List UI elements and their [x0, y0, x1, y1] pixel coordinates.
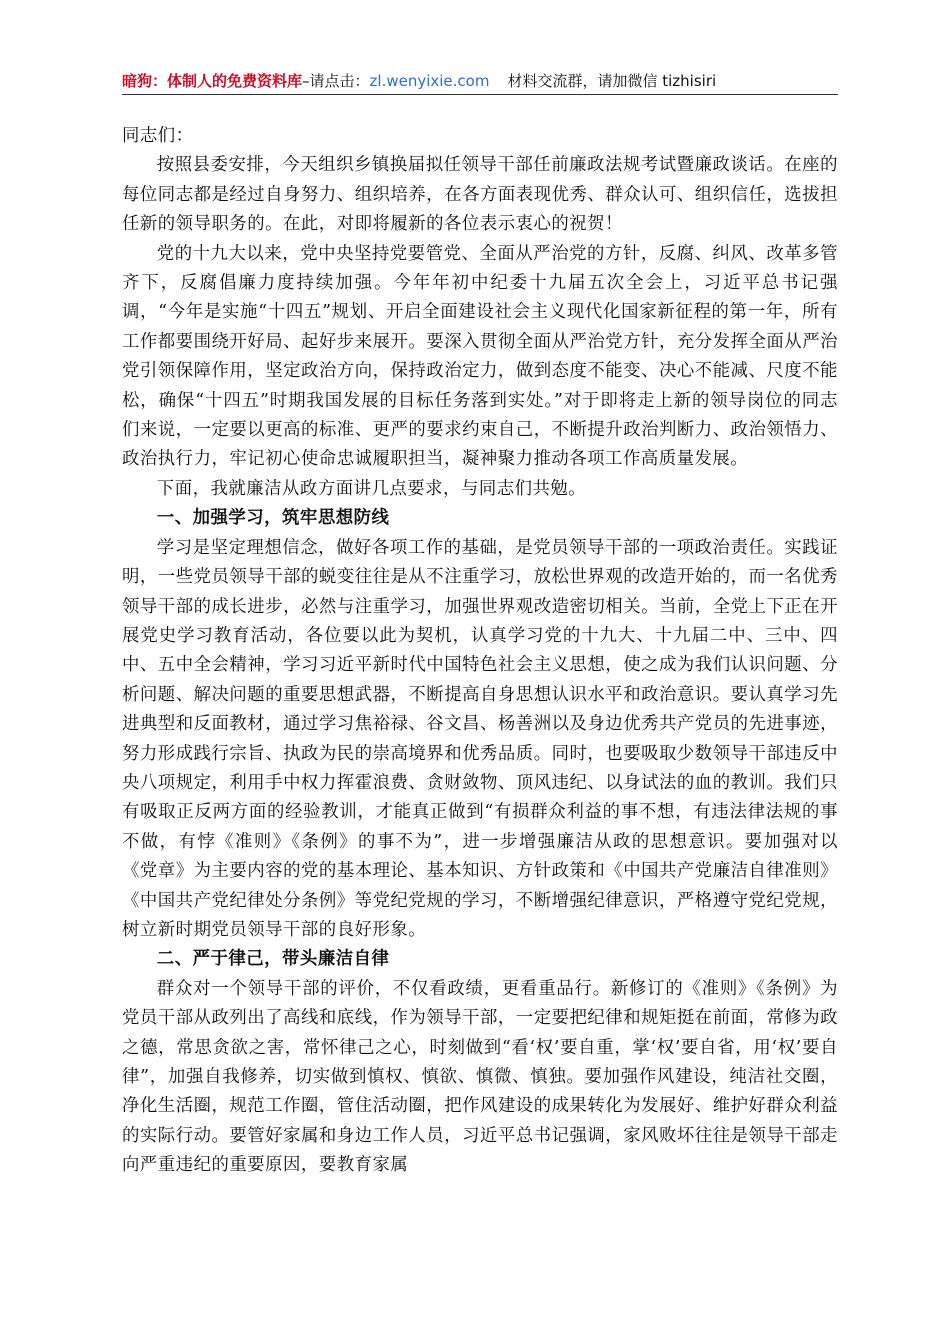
salutation: 同志们：	[122, 126, 194, 146]
header-url-link[interactable]: zl.wenyixie.com	[369, 72, 490, 90]
paragraph-2: 党的十九大以来，党中央坚持党要管党、全面从严治党的方针，反腐、纠风、改革多管齐下，反腐倡廉力度持续加强。今年年初中纪委十九届五次全会上，习近平总书记强调，“今年是实施“十四五”规划、开启全面建设社会主义现代化国家新征程的第一年，所有工作都要围绕开好局、起好步来展开。要深入贯彻全面从严治党方针，充分发挥全面从严治党引领保障作用，坚定政治方向，保持政治定力，做到态度不能变、决心不能减、尺度不能松，确保“十四五”时期我国发展的目标任务落到实处。”对于即将走上新的领导岗位的同志们来说，一定要以更高的标准、更严的要求约束自己，不断提升政治判断力、政治领悟力、政治执行力，牢记初心使命忠诚履职担当，凝神聚力推动各项工作高质量发展。	[122, 243, 838, 470]
document-body	[122, 122, 838, 1181]
header-wechat: 材料交流群，请加微信 tizhisiri	[507, 72, 717, 90]
paragraph-3: 下面，我就廉洁从政方面讲几点要求，与同志们共勉。	[156, 478, 587, 499]
section-heading-2: 二、严于律己，带头廉洁自律	[156, 949, 390, 970]
paragraph-4: 学习是坚定理想信念，做好各项工作的基础，是党员领导干部的一项政治责任。实践证明，一些党员领导干部的蜕变往往是从不注重学习，放松世界观的改造开始的，而一名优秀领导干部的成长进步，必然与注重学习，加强世界观改造密切相关。当前，全党上下正在开展党史学习教育活动，各位要以此为契机，认真学习党的十九大、十九届二中、三中、四中、五中全会精神，学习习近平新时代中国特色社会主义思想，使之成为我们认识问题、分析问题、解决问题的重要思想武器，不断提高自身思想认识水平和政治意识。要认真学习先进典型和反面教材，通过学习焦裕禄、谷文昌、杨善洲以及身边优秀共产党员的先进事迹，努力形成践行宗旨、执政为民的崇高境界和优秀品质。同时，也要吸取少数领导干部违反中央八项规定，利用手中权力挥霍浪费、贪财敛物、顶风违纪、以身试法的血的教训。我们只有吸取正反两方面的经验教训，才能真正做到“有损群众利益的事不想，有违法律法规的事不做，有悖《准则》《条例》的事不为”，进一步增强廉洁从政的思想意识。要加强对以《党章》为主要内容的党的基本理论、基本知识、方针政策和《中国共产党廉洁自律准则》《中国共产党纪律处分条例》等党纪党规的学习，不断增强纪律意识，严格遵守党纪党规，树立新时期党员领导干部的良好形象。	[122, 537, 838, 940]
paragraph-1: 按照县委安排，今天组织乡镇换届拟任领导干部任前廉政法规考试暨廉政谈话。在座的每位同志都是经过自身努力、组织培养，在各方面表现优秀、群众认可、组织信任，选拔担任新的领导职务的。在此，对即将履新的各位表示衷心的祝贺！	[122, 155, 838, 235]
header-divider	[122, 94, 838, 95]
section-heading-1: 一、加强学习，筑牢思想防线	[156, 508, 390, 529]
paragraph-5: 群众对一个领导干部的评价，不仅看政绩，更看重品行。新修订的《准则》《条例》为党员干部从政列出了高线和底线，作为领导干部，一定要把纪律和规矩挺在前面，常修为政之德，常思贪欲之害，常怀律己之心，时刻做到“看‘权’要自重，掌‘权’要自省，用‘权’要自律”，加强自我修养，切实做到慎权、慎欲、慎微、慎独。要加强作风建设，纯洁社交圈，净化生活圈，规范工作圈，管住活动圈，把作风建设的成果转化为发展好、维护好群众利益的实际行动。要管好家属和身边工作人员，习近平总书记强调，家风败坏往往是领导干部走向严重违纪的重要原因，要教育家属	[122, 978, 839, 1176]
page-header	[122, 68, 838, 94]
header-prompt: –请点击：	[302, 72, 370, 90]
header-brand: 暗狗：体制人的免费资料库	[122, 72, 303, 90]
